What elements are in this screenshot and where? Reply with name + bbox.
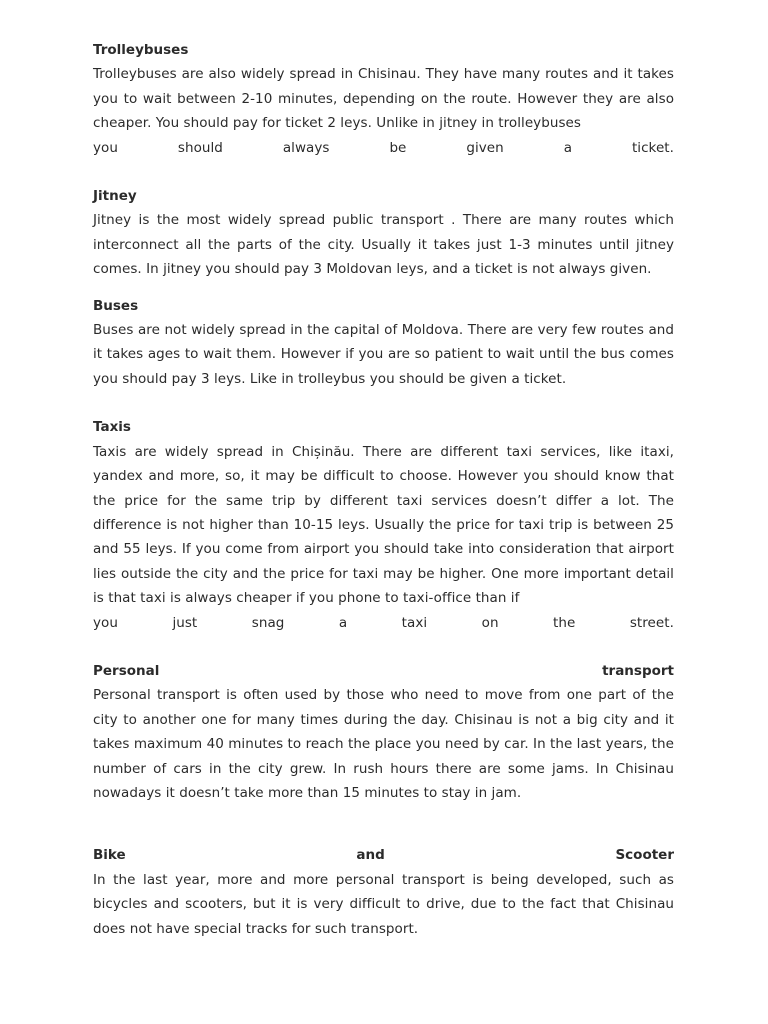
document-page (93, 38, 674, 941)
word: given (466, 139, 504, 156)
section-paragraph: Buses are not widely spread in the capital of Moldova. There are very few routes and it takes ages to wait them. However if you are so patient to wait until the bus comes you should pay 3 leys. Like in trolleybus you should be given a ticket. (93, 322, 674, 387)
section-buses (93, 294, 674, 392)
word: a (563, 139, 573, 156)
word: just (172, 614, 198, 631)
word: ticket. (631, 139, 674, 156)
section-jitney (93, 184, 674, 282)
section-bike-and-scooter (93, 843, 674, 941)
section-heading: Jitney (93, 188, 137, 205)
word: should (177, 139, 223, 156)
heading-word: and (356, 847, 385, 864)
word: the (553, 614, 576, 631)
section-heading (93, 843, 674, 867)
section-taxis (93, 415, 674, 635)
section-paragraph: Jitney is the most widely spread public transport . There are many routes which interconnect all the parts of the city. Usually it takes just 1-3 minutes until jitney comes. In jitney you should pay 3 Moldovan leys, and a ticket is not always given. (93, 212, 674, 278)
word: street. (629, 614, 674, 631)
paragraph-last-line (93, 611, 674, 635)
heading-word: transport (602, 662, 674, 679)
section-heading: Buses (93, 297, 139, 314)
paragraph-last-line (93, 136, 674, 160)
section-personal-transport (93, 659, 674, 805)
section-heading: Trolleybuses (93, 42, 189, 58)
section-paragraph (93, 62, 674, 160)
word: you (93, 614, 118, 631)
word: always (282, 139, 330, 156)
heading-word: Personal (93, 662, 160, 679)
section-paragraph: In the last year, more and more personal transport is being developed, such as bicycles and scooters, but it is very difficult to drive, due to the fact that Chisinau does not have special tracks for such transport. (93, 871, 674, 937)
section-heading (93, 659, 674, 683)
section-trolleybuses (93, 38, 674, 160)
word: taxi (401, 614, 428, 631)
paragraph-text: Trolleybuses are also widely spread in Chisinau. They have many routes and it takes you to wait between 2-10 minutes, depending on the route. However they are also cheaper. You should pay for ticket 2 leys. Unlike in jitney in trolleybuses (93, 66, 674, 132)
word: on (481, 614, 499, 631)
paragraph-text: Taxis are widely spread in Chișinău. There are different taxi services, like itaxi, yandex and more, so, it may be difficult to choose. However you should know that the price for the same trip by different taxi services doesn’t differ a lot. The difference is not higher than 10-15 leys. Usually the price for taxi trip is between 25 and 55 leys. If you come from airport you should take into consideration that airport lies outside the city and the price for taxi may be higher. One more important detail is that taxi is always cheaper if you phone to taxi-office than if (93, 443, 674, 607)
heading-word: Bike (93, 847, 126, 864)
word: snag (251, 614, 285, 631)
word: a (338, 614, 348, 631)
word: be (389, 139, 407, 156)
heading-word: Scooter (615, 847, 674, 864)
section-heading: Taxis (93, 419, 131, 436)
section-paragraph: Personal transport is often used by those who need to move from one part of the city to another one for many times during the day. Chisinau is not a big city and it takes maximum 40 minutes to reach the place you need by car. In the last years, the number of cars in the city grew. In rush hours there are some jams. In Chisinau nowadays it doesn’t take more than 15 minutes to stay in jam. (93, 687, 674, 801)
section-paragraph (93, 440, 674, 635)
word: you (93, 139, 118, 156)
